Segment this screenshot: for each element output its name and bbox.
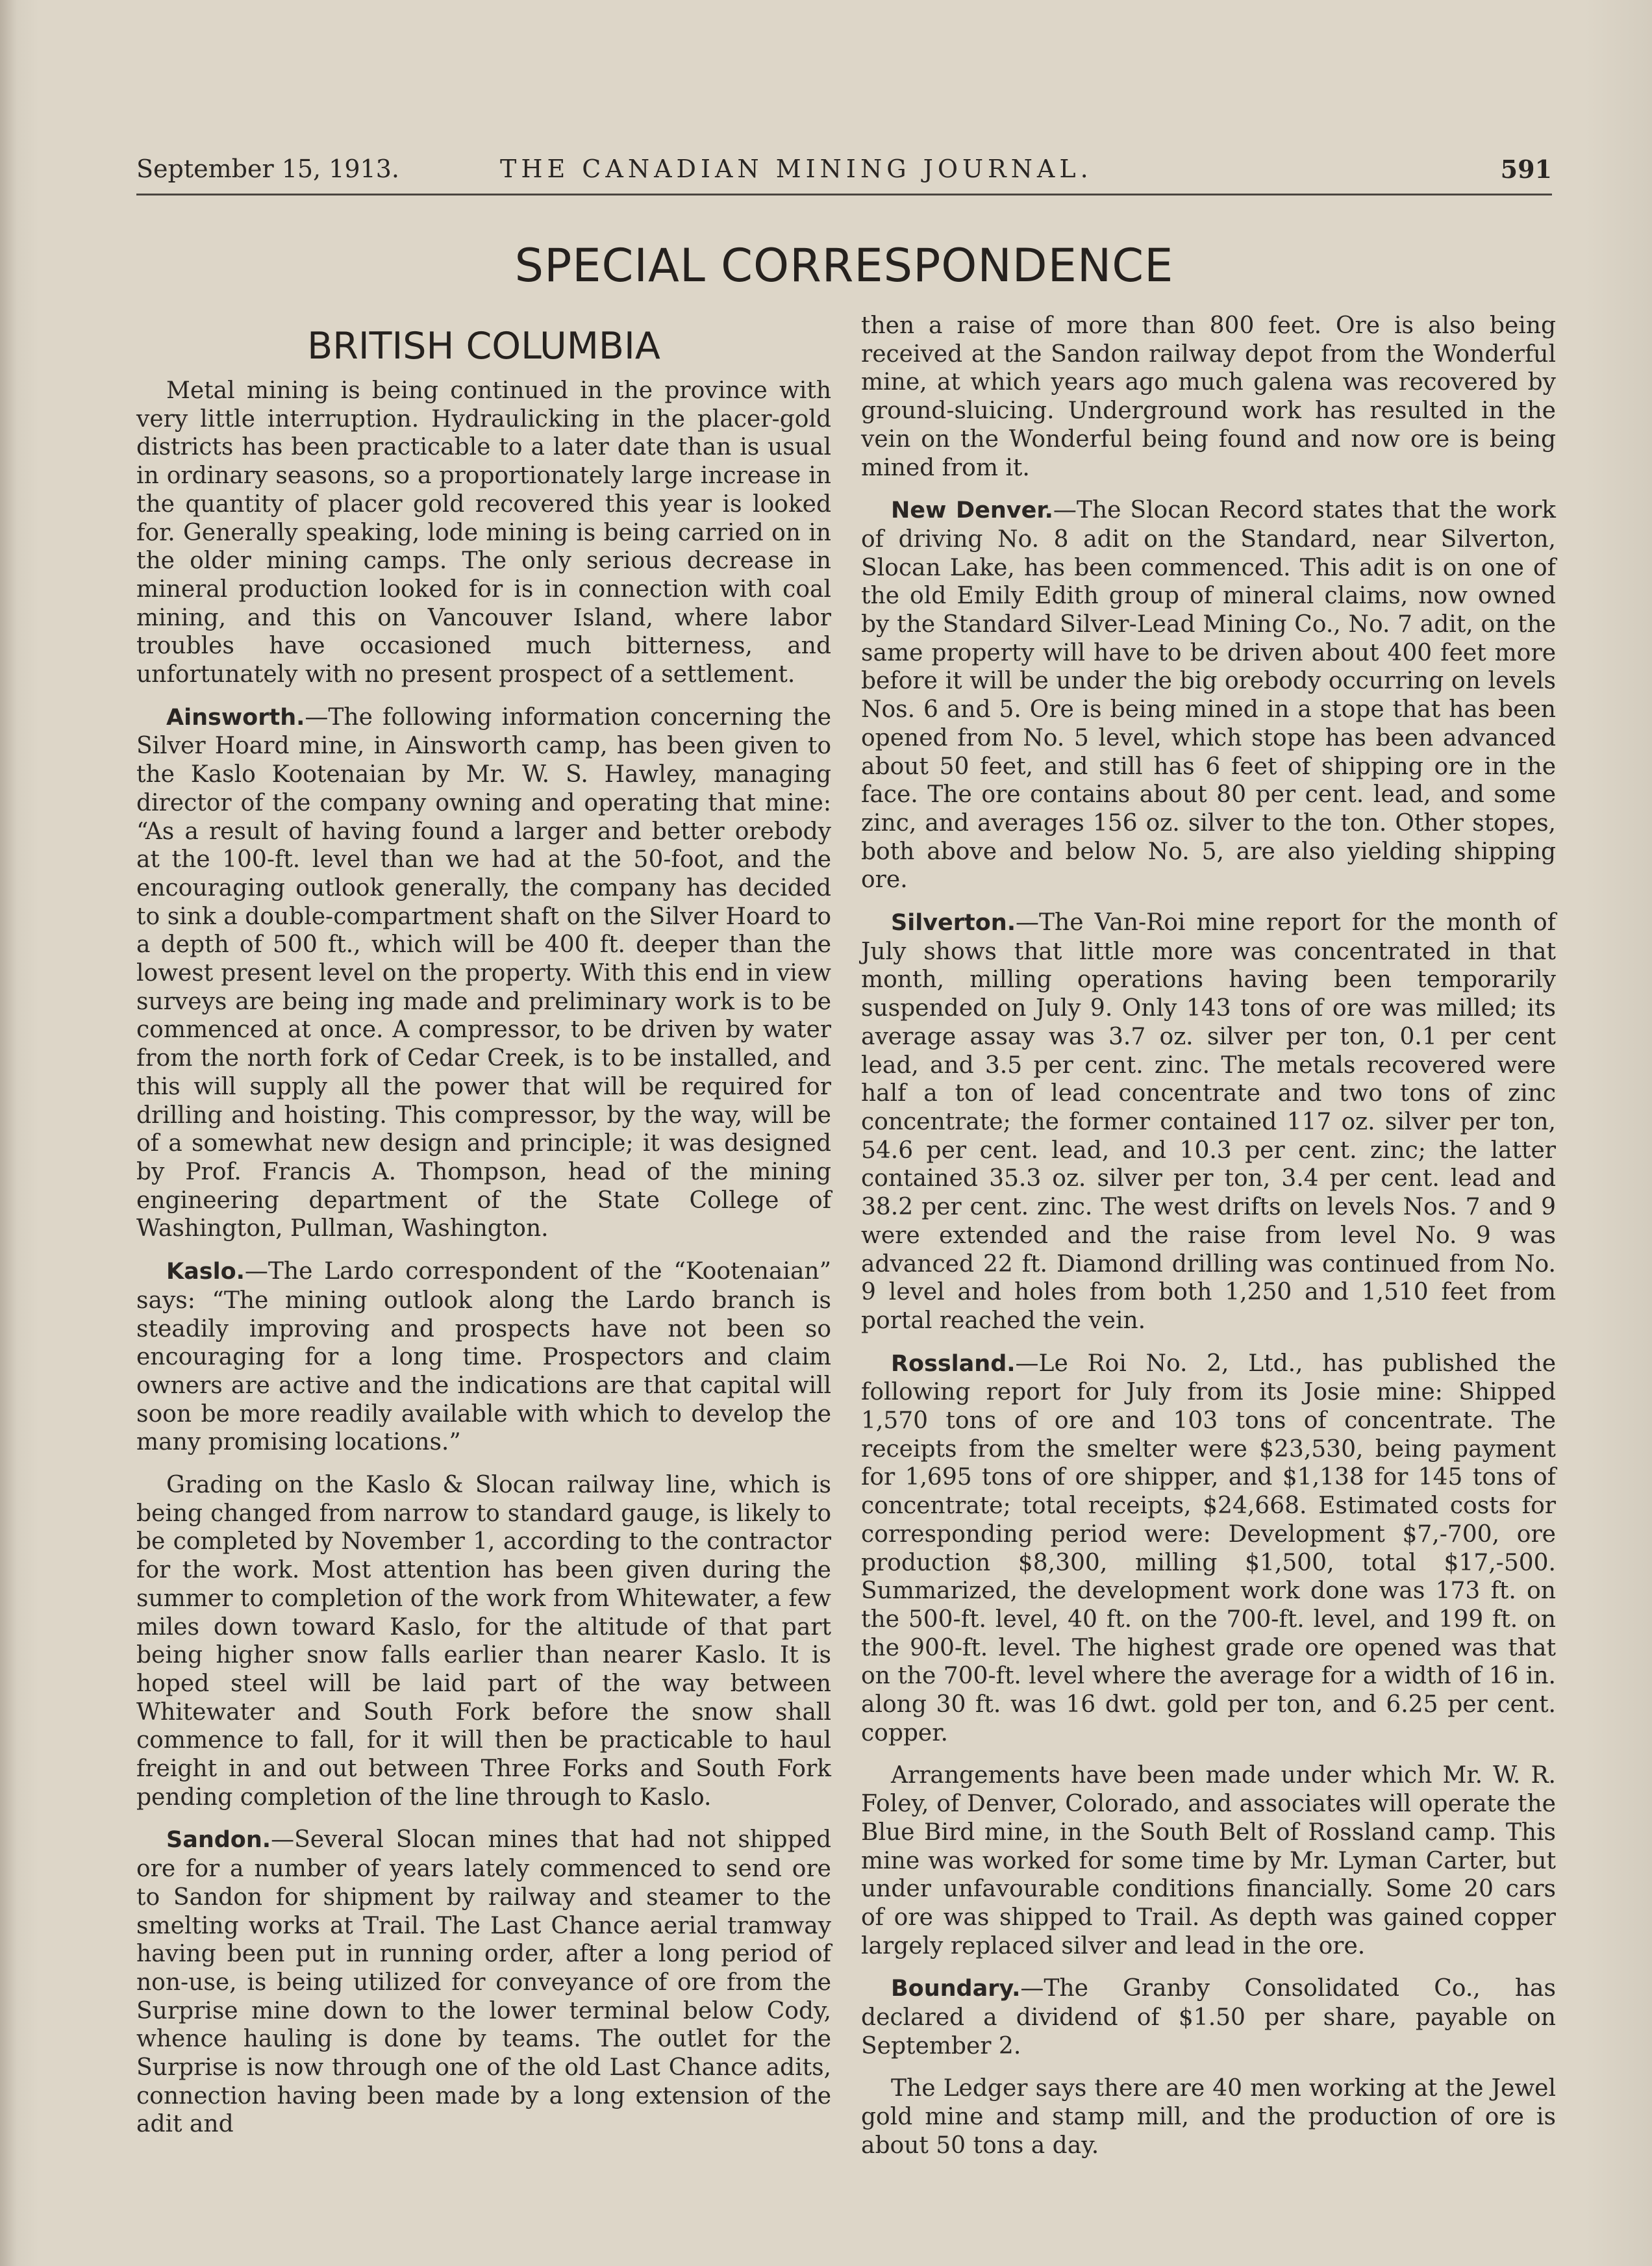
sandon-heading: Sandon. bbox=[166, 1827, 271, 1854]
arrangements-paragraph: Arrangements have been made under which Mr. W. R. Foley, of Denver, Colorado, and associates will operate the Blue Bird mine, in the South Belt of Rossland camp. This mine was worked for some time by Mr. Lyman Carter, but under unfavourable conditions financially. Some 20 cars of ore was shipped to Trail. As depth was gained copper largely replaced silver and lead in the ore. bbox=[861, 1762, 1556, 1959]
sandon-paragraph bbox=[136, 1826, 831, 2139]
rossland-text: —Le Roi No. 2, Ltd., has published the following report for July from its Josie mine: Shipped 1,570 tons of ore and 103 tons of concentrate. The receipts from the smelter were $23,530, being payment for 1,695 tons of ore shipper, and $1,138 for 145 tons of concentrate; total receipts, $24,668. Estimated costs for corresponding period were: Development $7,-700, ore production $8,300, milling $1,500, total $17,-500. Summarized, the development work done was 173 ft. on the 500-ft. level, 40 ft. on the 700-ft. level, and 199 ft. on the 900-ft. level. The highest grade ore opened was that on the 700-ft. level where the average for a width of 16 in. along 30 ft. was 16 dwt. gold per ton, and 6.25 per cent. copper. bbox=[861, 1350, 1556, 1746]
main-title: SPECIAL CORRESPONDENCE bbox=[514, 239, 1174, 292]
kaslo-heading: Kaslo. bbox=[166, 1259, 245, 1285]
new-denver-paragraph bbox=[861, 496, 1556, 894]
issue-date: September 15, 1913. bbox=[136, 155, 399, 183]
silverton-text: —The Van-Roi mine report for the month of July shows that little more was concentrated in that month, milling operations having been temporarily suspended on July 9. Only 143 tons of ore was milled; its average assay was 3.7 oz. silver per ton, 0.1 per cent lead, and 3.5 per cent. zinc. The metals recovered were half a ton of lead concentrate and two tons of zinc concentrate; the former contained 117 oz. silver per ton, 54.6 per cent. lead, and 10.3 per cent. zinc; the latter contained 35.3 oz. silver per ton, 3.4 per cent. lead and 38.2 per cent. zinc. The west drifts on levels Nos. 7 and 9 were extended and the raise from level No. 9 was advanced 22 ft. Diamond drilling was continued from No. 9 level and holes from both 1,250 and 1,510 feet from portal reached the vein. bbox=[861, 909, 1556, 1334]
intro-paragraph: Metal mining is being continued in the province with very little interruption. Hydraulicking in the placer-gold districts has been practicable to a later date than is usual in ordinary seasons, so a proportionately large increase in the quantity of placer gold recovered this year is looked for. Generally speaking, lode mining is being carried on in the older mining camps. The only serious decrease in mineral production looked for is in connection with coal mining, and this on Vancouver Island, where labor troubles have occasioned much bitterness, and unfortunately with no present prospect of a settlement. bbox=[136, 377, 831, 688]
left-column bbox=[136, 377, 831, 2153]
grading-paragraph: Grading on the Kaslo & Slocan railway line, which is being changed from narrow to standard gauge, is likely to be completed by November 1, according to the contractor for the work. Most attention has been given during the summer to completion of the work from Whitewater, a few miles down toward Kaslo, for the altitude of that part being higher snow falls earlier than nearer Kaslo. It is hoped steel will be laid part of the way between Whitewater and South Fork before the snow shall commence to fall, for it will then be practicable to haul freight in and out between Three Forks and South Fork pending completion of the line through to Kaslo. bbox=[136, 1472, 831, 1811]
silverton-heading: Silverton. bbox=[891, 910, 1016, 937]
journal-name: THE CANADIAN MINING JOURNAL. bbox=[500, 155, 1093, 183]
right-column bbox=[861, 312, 1556, 2174]
sandon-text: —Several Slocan mines that had not shipped ore for a number of years lately commenced to send ore to Sandon for shipment by railway and steamer to the smelting works at Trail. The Last Chance aerial tramway having been put in running order, after a long period of non-use, is being utilized for conveyance of ore from the Surprise mine down to the lower terminal below Cody, whence hauling is done by teams. The outlet for the Surprise is now through one of the old Last Chance adits, connection having been made by a long extension of the adit and bbox=[136, 1826, 831, 2138]
silverton-paragraph bbox=[861, 909, 1556, 1335]
section-title: BRITISH COLUMBIA bbox=[307, 325, 660, 368]
boundary-paragraph bbox=[861, 1974, 1556, 2060]
kaslo-text: —The Lardo correspondent of the “Kootenaian” says: “The mining outlook along the Lardo branch is steadily improving and prospects have not been so encouraging for a long time. Prospectors and claim owners are active and the indications are that capital will soon be more readily available with which to develop the many promising locations.” bbox=[136, 1258, 831, 1456]
running-header bbox=[136, 148, 1552, 195]
kaslo-paragraph bbox=[136, 1257, 831, 1457]
boundary-heading: Boundary. bbox=[891, 1976, 1021, 2002]
ledger-paragraph: The Ledger says there are 40 men working at the Jewel gold mine and stamp mill, and the production of ore is about 50 tons a day. bbox=[861, 2075, 1556, 2159]
ainsworth-text: —The following information concerning the Silver Hoard mine, in Ainsworth camp, has been given to the Kaslo Kootenaian by Mr. W. S. Hawley, managing director of the company owning and operating that mine: “As a result of having found a larger and better orebody at the 100-ft. level than we had at the 50-foot, and the encouraging outlook generally, the company has decided to sink a double-compartment shaft on the Silver Hoard to a depth of 500 ft., which will be 400 ft. deeper than the lowest present level on the property. With this end in view surveys are being ing made and preliminary work is to be commenced at once. A compressor, to be driven by water from the north fork of Cedar Creek, is to be installed, and this will supply all the power that will be required for drilling and hoisting. This compressor, by the way, will be of a somewhat new design and principle; it was designed by Prof. Francis A. Thompson, head of the mining engineering department of the State College of Washington, Pullman, Washington. bbox=[136, 703, 831, 1242]
rossland-heading: Rossland. bbox=[891, 1350, 1016, 1377]
sandon-continued-paragraph: then a raise of more than 800 feet. Ore is also being received at the Sandon railway depot from the Wonderful mine, at which years ago much galena was recovered by ground-sluicing. Underground work has resulted in the vein on the Wonderful being found and now ore is being mined from it. bbox=[861, 312, 1556, 481]
page-number: 591 bbox=[1500, 155, 1552, 184]
boundary-text: —The Granby Consolidated Co., has declared a dividend of $1.50 per share, payable on September 2. bbox=[861, 1975, 1556, 2059]
ainsworth-heading: Ainsworth. bbox=[166, 704, 305, 731]
new-denver-heading: New Denver. bbox=[891, 497, 1053, 524]
rossland-paragraph bbox=[861, 1350, 1556, 1748]
ainsworth-paragraph bbox=[136, 703, 831, 1243]
new-denver-text: —The Slocan Record states that the work of driving No. 8 adit on the Standard, near Silverton, Slocan Lake, has been commenced. This adit is on one of the old Emily Edith group of mineral claims, now owned by the Standard Silver-Lead Mining Co., No. 7 adit, on the same property will have to be driven about 400 feet more before it will be under the big orebody occurring on levels Nos. 6 and 5. Ore is being mined in a stope that has been opened from No. 5 level, which stope has been advanced about 50 feet, and still has 6 feet of shipping ore in the face. The ore contains about 80 per cent. lead, and some zinc, and averages 156 oz. silver to the ton. Other stopes, both above and below No. 5, are also yielding shipping ore. bbox=[861, 497, 1556, 894]
